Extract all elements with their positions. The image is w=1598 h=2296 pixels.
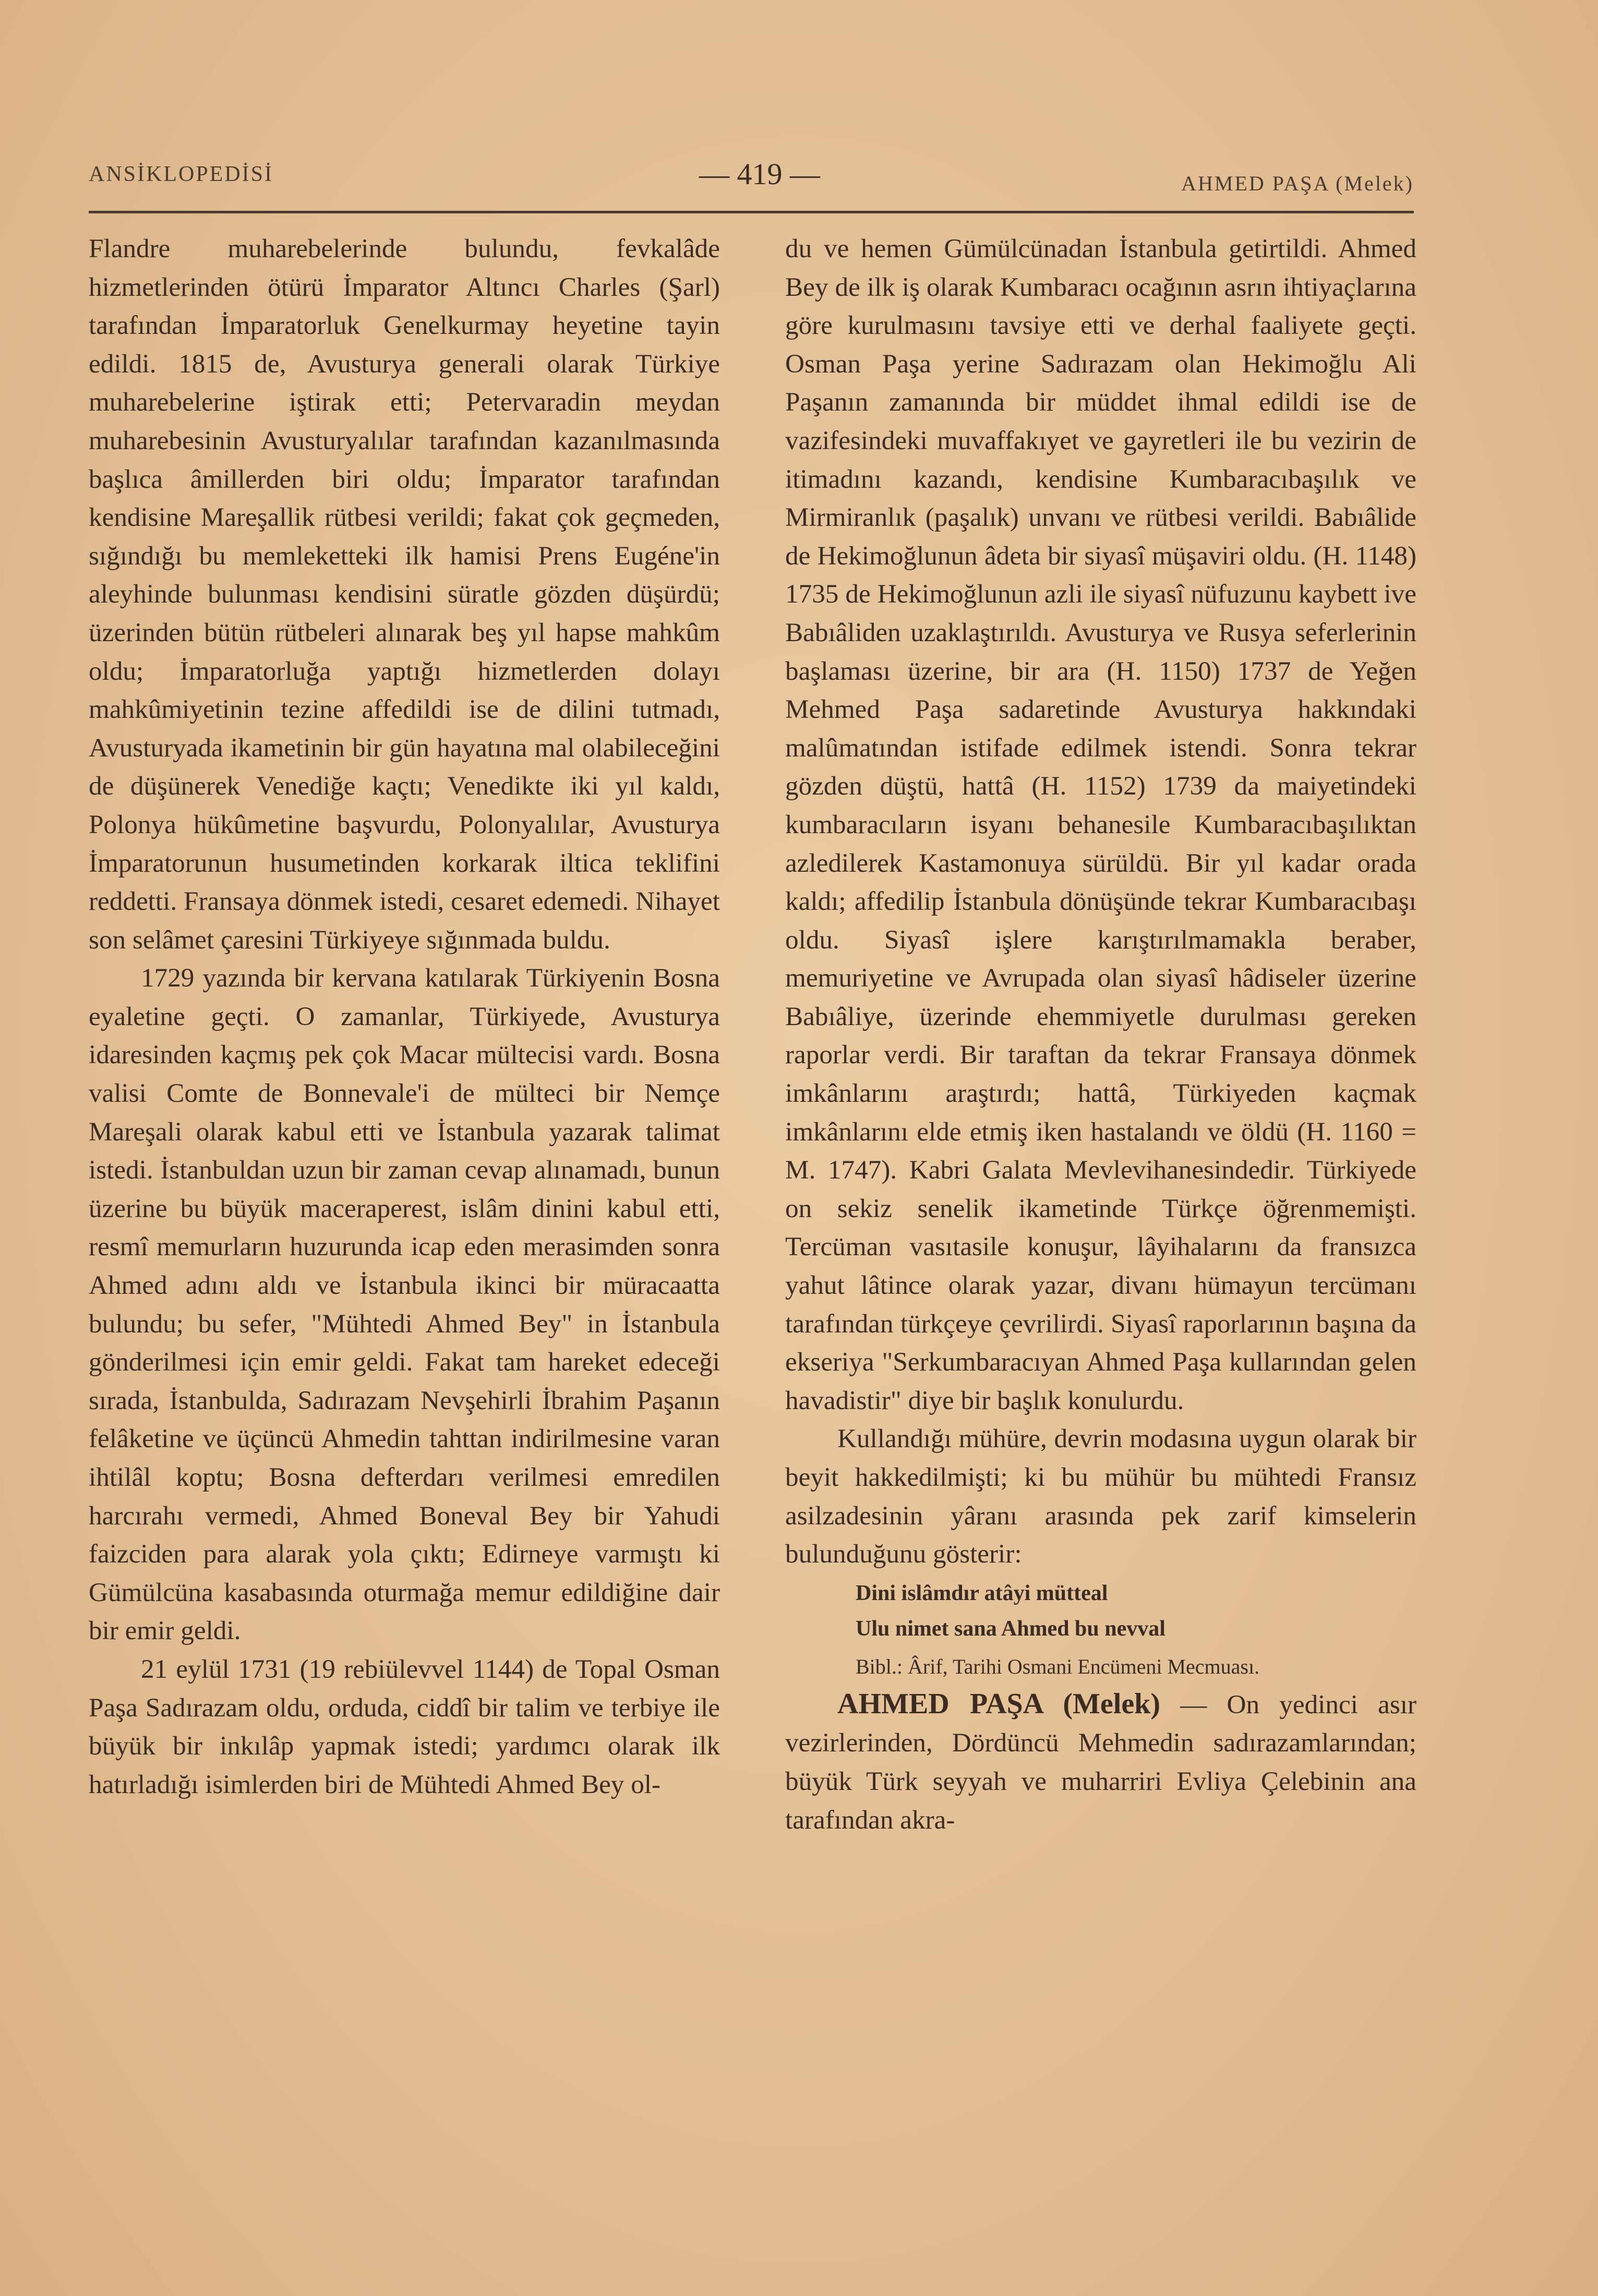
running-header xyxy=(89,157,1414,195)
header-left-title: ANSİKLOPEDİSİ xyxy=(89,162,273,186)
paragraph: du ve hemen Gümülcünadan İstanbula getirtildi. Ahmed Bey de ilk iş olarak Kumbaracı ocağının asrın ihtiyaçlarına göre kurulmasını tavsiye etti ve derhal faaliyete geçti. Osman Paşa yerine Sadırazam olan Hekimoğlu Ali Paşanın zamanında bir müddet ihmal edildi ise de vazifesindeki muvaffakıyet ve gayretleri ile bu vezirin de itimadını kazandı, kendisine Kumbaracıbaşılık ve Mirmiranlık (paşalık) unvanı ve rütbesi verildi. Babıâlide de Hekimoğlunun âdeta bir siyasî müşaviri oldu. (H. 1148) 1735 de Hekimoğlunun azli ile siyasî nüfuzunu kaybett ive Babıâliden uzaklaştırıldı. Avusturya ve Rusya seferlerinin başlaması üzerine, bir ara (H. 1150) 1737 de Yeğen Mehmed Paşa sadaretinde Avusturya hakkındaki malûmatından istifade edilmek istendi. Sonra tekrar gözden düştü, hattâ (H. 1152) 1739 da maiyetindeki kumbaracıların isyanı behanesile Kumbaracıbaşılıktan azledilerek Kastamonuya sürüldü. Bir yıl kadar orada kaldı; affedilip İstanbula dönüşünde tekrar Kumbaracıbaşı oldu. Siyasî işlere karıştırılmamakla beraber, memuriyetine ve Avrupada olan siyasî hâdiseler üzerine Babıâliye, üzerinde ehemmiyetle durulması gereken raporlar verdi. Bir taraftan da tekrar Fransaya dönmek imkânlarını araştırdı; hattâ, Türkiyeden kaçmak imkânlarını elde etmiş iken hastalandı ve öldü (H. 1160 = M. 1747). Kabri Galata Mevlevihanesindedir. Türkiyede on sekiz senelik ikametinde Türkçe öğrenmemişti. Tercüman vasıtasile konuşur, lâyihalarını da fransızca yahut lâtince olarak yazar, divanı hümayun tercümanı tarafından türkçeye çevrilirdi. Siyasî raporlarının başına da ekseriya "Serkumbaracıyan Ahmed Paşa kullarından gelen havadistir" diye bir başlık konulurdu. xyxy=(785,234,1416,1415)
verse-line: Dini islâmdır atâyi mütteal xyxy=(856,1581,1108,1605)
left-column xyxy=(89,230,720,2202)
header-rule xyxy=(89,211,1414,213)
paragraph: 21 eylül 1731 (19 rebiülevvel 1144) de Topal Osman Paşa Sadırazam oldu, orduda, ciddî bir talim ve terbiye ile büyük bir inkılâp yapmak istedi; yardımcı olarak ilk hatırladığı isimlerden biri de Mühtedi Ahmed Bey ol- xyxy=(89,1654,720,1799)
bibliography: Bibl.: Ârif, Tarihi Osmani Encümeni Mecmuası. xyxy=(856,1654,1260,1678)
header-right-title: AHMED PAŞA (Melek) xyxy=(1181,172,1414,195)
page-number: — 419 — xyxy=(699,157,820,191)
entry-headword: AHMED PAŞA (Melek) xyxy=(837,1687,1160,1720)
paragraph: Flandre muharebelerinde bulundu, fevkalâde hizmetlerinden ötürü İmparator Altıncı Charles (Şarl) tarafından İmparatorluk Genelkurmay heyetine tayin edildi. 1815 de, Avusturya generali olarak Türkiye muharebelerine iştirak etti; Petervaradin meydan muharebesinin Avusturyalılar tarafından kazanılmasında başlıca âmillerden biri oldu; İmparator tarafından kendisine Mareşallik rütbesi verildi; fakat çok geçmeden, sığındığı bu memleketteki ilk hamisi Prens Eugéne'in aleyhinde bulunması kendisini süratle gözden düşürdü; üzerinden bütün rütbeleri alınarak beş yıl hapse mahkûm oldu; İmparatorluğa yaptığı hizmetlerden dolayı mahkûmiyetinin tezine affedildi ise de dilini tutmadı, Avusturyada ikametinin bir gün hayatına mal olabileceğini de düşünerek Venediğe kaçtı; Venedikte iki yıl kaldı, Polonya hükûmetine başvurdu, Polonyalılar, Avusturya İmparatorunun husumetinden korkarak iltica teklifini reddetti. Fransaya dönmek istedi, cesaret edemedi. Nihayet son selâmet çaresini Türkiyeye sığınmada buldu. xyxy=(89,234,720,955)
right-column xyxy=(785,230,1416,2202)
entry-paragraph xyxy=(785,1685,1416,1839)
entry-text: — On yedinci asır vezirlerinden, Dördüncü Mehmedin sadırazamlarından; büyük Türk seyyah ve muharriri Evliya Çelebinin ana tarafından akra- xyxy=(785,1689,1417,1835)
paragraph: Kullandığı mühüre, devrin modasına uygun olarak bir beyit hakkedilmişti; ki bu mühür bu mühtedi Fransız asilzadesinin yâranı arasında pek zarif kimselerin bulunduğunu gösterir: xyxy=(785,1424,1416,1569)
paragraph: 1729 yazında bir kervana katılarak Türkiyenin Bosna eyaletine geçti. O zamanlar, Türkiyede, Avusturya idaresinden kaçmış pek çok Macar mültecisi vardı. Bosna valisi Comte de Bonnevale'i de mülteci bir Nemçe Mareşali olarak kabul etti ve İstanbula yazarak talimat istedi. İstanbuldan uzun bir zaman cevap alınamadı, bunun üzerine bu büyük maceraperest, islâm dinini kabul etti, resmî memurların huzurunda icap eden merasimden sonra Ahmed adını aldı ve İstanbula ikinci bir müracaatta bulundu; bu sefer, "Mühtedi Ahmed Bey" in İstanbula gönderilmesi için emir geldi. Fakat tam hareket edeceği sırada, İstanbulda, Sadırazam Nevşehirli İbrahim Paşanın felâketine ve üçüncü Ahmedin tahttan indirilmesine varan ihtilâl koptu; Bosna defterdarı verilmesi emredilen harcırahı vermedi, Ahmed Boneval Bey bir Yahudi faizciden para alarak yola çıktı; Edirneye varmıştı ki Gümülcüna kasabasında oturmağa memur edildiğine dair bir emir geldi. xyxy=(89,963,720,1646)
seal-verse xyxy=(785,1576,1416,1646)
verse-line: Ulu nimet sana Ahmed bu nevval xyxy=(856,1616,1166,1641)
